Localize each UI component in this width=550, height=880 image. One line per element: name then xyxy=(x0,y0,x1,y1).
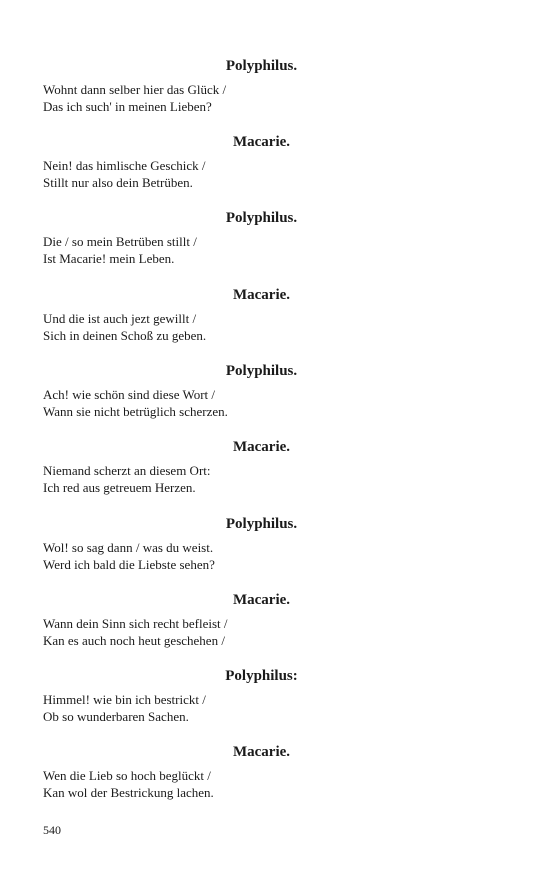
verse-line: Wol! so sag dann / was du weist. xyxy=(43,540,214,555)
verse-line: Niemand scherzt an diesem Ort: xyxy=(43,463,211,478)
verse-line: Wohnt dann selber hier das Glück / xyxy=(43,82,227,97)
verse-line: Kan wol der Bestrickung lachen. xyxy=(43,785,214,800)
speaker-name: Polyphilus. xyxy=(225,210,298,226)
verse-line: Himmel! wie bin ich bestrickt / xyxy=(43,692,206,707)
stanza xyxy=(43,591,480,649)
verse-line: Stillt nur also dein Betrüben. xyxy=(43,175,193,190)
speaker-name: Macarie. xyxy=(232,134,291,150)
stanza xyxy=(43,438,480,496)
speaker-name: Macarie. xyxy=(232,744,291,760)
verse-line: Wann sie nicht betrüglich scherzen. xyxy=(43,404,228,419)
verse-line: Und die ist auch jezt gewillt / xyxy=(43,311,197,326)
verse-line: Ob so wunderbaren Sachen. xyxy=(43,709,189,724)
verse-line: Ich red aus getreuem Herzen. xyxy=(43,480,196,495)
verse-line: Ach! wie schön sind diese Wort / xyxy=(43,387,216,402)
stanza xyxy=(43,209,480,267)
verse-line: Die / so mein Betrüben stillt / xyxy=(43,234,197,249)
speaker-name: Polyphilus: xyxy=(225,668,298,684)
verse-line: Kan es auch noch heut geschehen / xyxy=(43,633,225,648)
verse-line: Wen die Lieb so hoch beglückt / xyxy=(43,768,211,783)
page-number: 540 xyxy=(43,823,61,837)
speaker-name: Polyphilus. xyxy=(225,516,298,532)
speaker-name: Polyphilus. xyxy=(225,363,298,379)
stanza xyxy=(43,133,480,191)
stanza xyxy=(43,743,480,801)
verse-line: Das ich such' in meinen Lieben? xyxy=(43,99,212,114)
stanza xyxy=(43,57,480,115)
speaker-name: Macarie. xyxy=(232,439,291,455)
stanza xyxy=(43,286,480,344)
verse-line: Nein! das himlische Geschick / xyxy=(43,158,206,173)
stanza xyxy=(43,667,480,725)
speaker-name: Macarie. xyxy=(232,287,291,303)
verse-line: Werd ich bald die Liebste sehen? xyxy=(43,557,215,572)
verse-line: Wann dein Sinn sich recht befleist / xyxy=(43,616,228,631)
verse-line: Ist Macarie! mein Leben. xyxy=(43,251,175,266)
speaker-name: Macarie. xyxy=(232,592,291,608)
speaker-name: Polyphilus. xyxy=(225,58,298,74)
verse-line: Sich in deinen Schoß zu geben. xyxy=(43,328,207,343)
stanza xyxy=(43,362,480,420)
stanza xyxy=(43,515,480,573)
